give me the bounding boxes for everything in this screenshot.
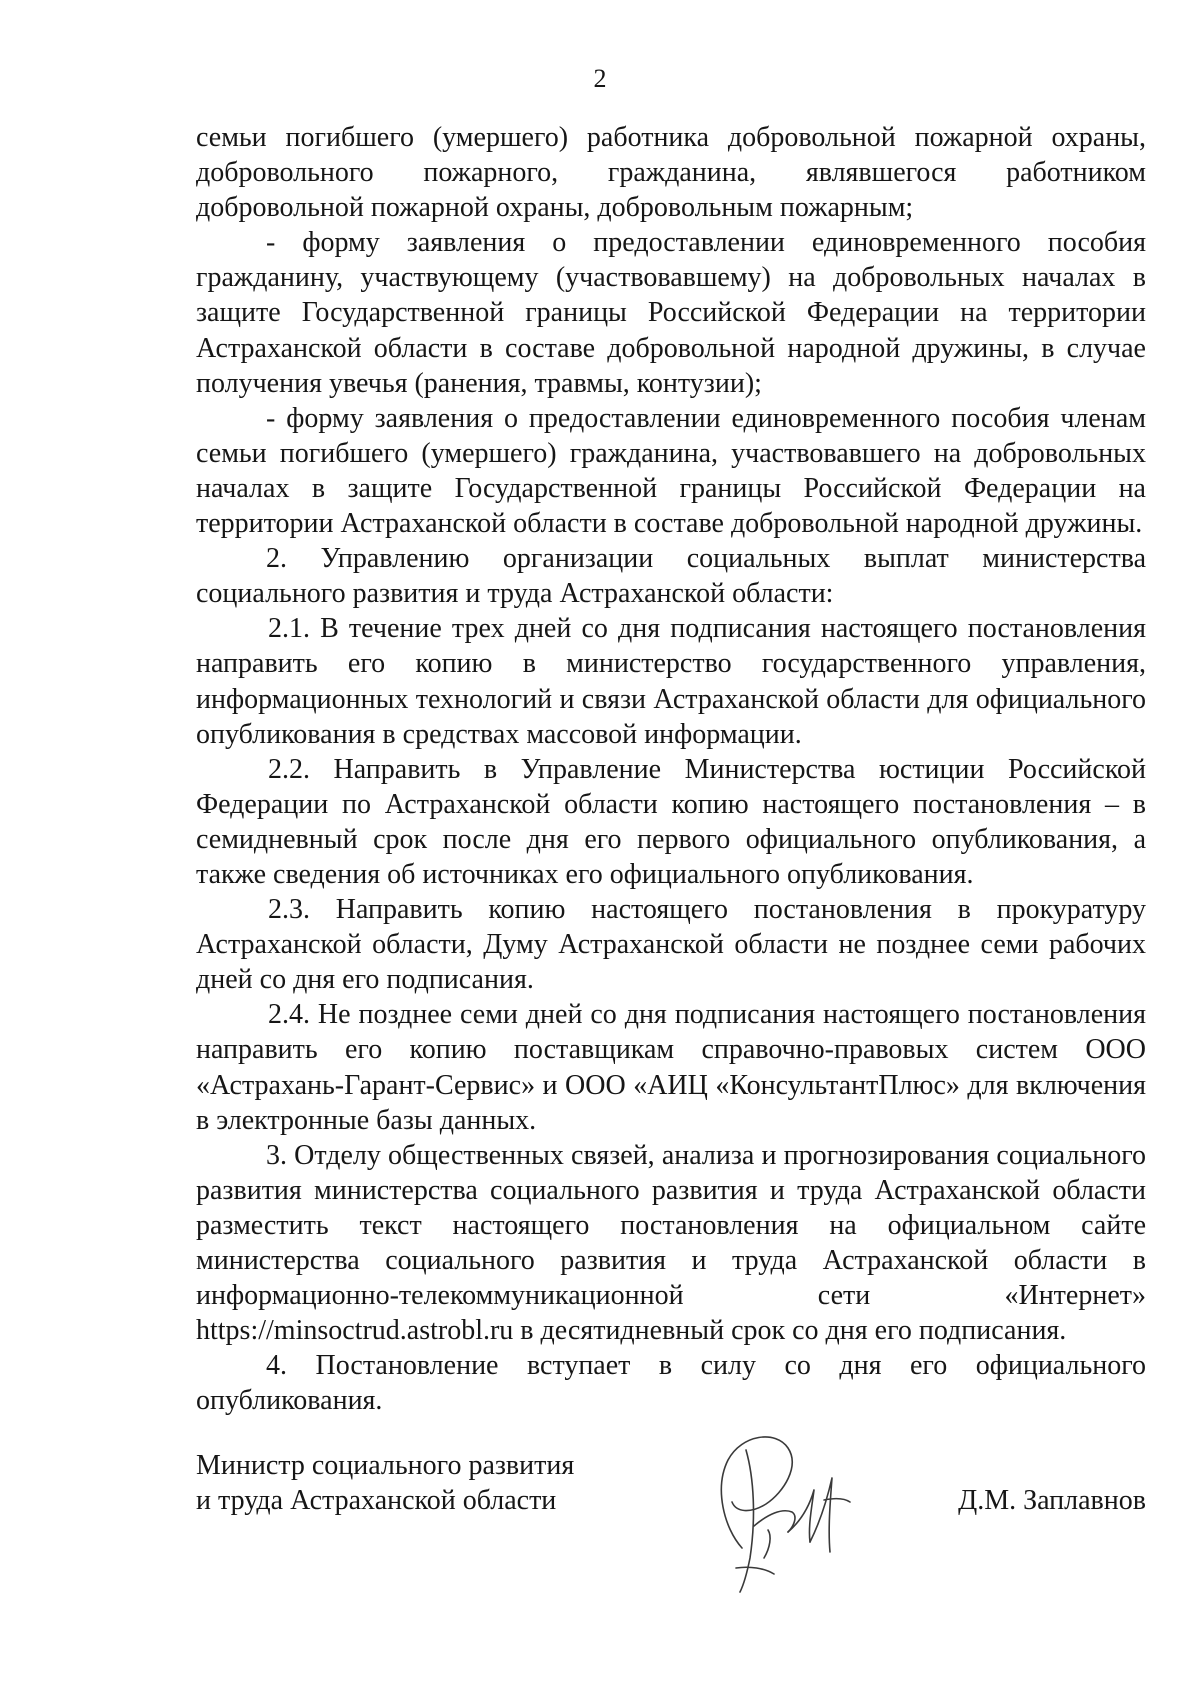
document-body <box>196 120 1146 1418</box>
paragraph-item-2-3: 2.3. Направить копию настоящего постановления в прокуратуру Астраханской области, Думу Астраханской области не позднее семи рабочих дней со дня его подписания. <box>196 894 1146 996</box>
paragraph-form-injury: - форму заявления о предоставлении единовременного пособия гражданину, участвующему (участвовавшему) на добровольных началах в защите Государственной границы Российской Федерации на территории Астраханской области в составе добровольной народной дружины, в случае получения увечья (ранения, травмы, контузии); <box>196 227 1146 399</box>
signatory-title-line-1: Министр социального развития <box>196 1450 575 1481</box>
handwritten-signature <box>684 1408 864 1598</box>
paragraph-form-family: - форму заявления о предоставлении единовременного пособия членам семьи погибшего (умершего) гражданина, участвовавшего на добровольных началах в защите Государственной границы Российской Федерации на территории Астраханской области в составе добровольной народной дружины. <box>196 402 1146 540</box>
signatory-name: Д.М. Заплавнов <box>958 1485 1146 1516</box>
paragraph-item-4: 4. Постановление вступает в силу со дня его официального опубликования. <box>196 1350 1146 1417</box>
page-number: 2 <box>593 64 607 93</box>
signatory-title <box>196 1448 574 1518</box>
paragraph-item-2-4: 2.4. Не позднее семи дней со дня подписания настоящего постановления направить его копию поставщикам справочно-правовых систем ООО «Астрахань-Гарант-Сервис» и ООО «АИЦ «КонсультантПлюс» для включения в электронные базы данных. <box>196 999 1146 1136</box>
paragraph-continuation: семьи погибшего (умершего) работника добровольной пожарной охраны, добровольного пожарного, гражданина, являвшегося работником добровольной пожарной охраны, добровольным пожарным; <box>196 122 1146 224</box>
paragraph-item-2-1: 2.1. В течение трех дней со дня подписания настоящего постановления направить его копию в министерство государственного управления, информационных технологий и связи Астраханской области для официального опубликования в средствах массовой информации. <box>196 613 1146 750</box>
signatory-title-line-2: и труда Астраханской области <box>196 1485 557 1517</box>
signature-block <box>196 1448 1146 1578</box>
paragraph-item-2: 2. Управлению организации социальных выплат министерства социального развития и труда Астраханской области: <box>196 543 1146 610</box>
paragraph-item-3: 3. Отделу общественных связей, анализа и прогнозирования социального развития министерства социального развития и труда Астраханской области разместить текст настоящего постановления на официальном сайте министерства социального развития и труда Астраханской области в информационно-телекоммуникационной сети «Интернет» https://minsoctrud.astrobl.ru в десятидневный срок со дня его подписания. <box>196 1139 1146 1347</box>
paragraph-item-2-2: 2.2. Направить в Управление Министерства юстиции Российской Федерации по Астраханской области копию настоящего постановления – в семидневный срок после дня его первого официального опубликования, а также сведения об источниках его официального опубликования. <box>196 753 1146 890</box>
